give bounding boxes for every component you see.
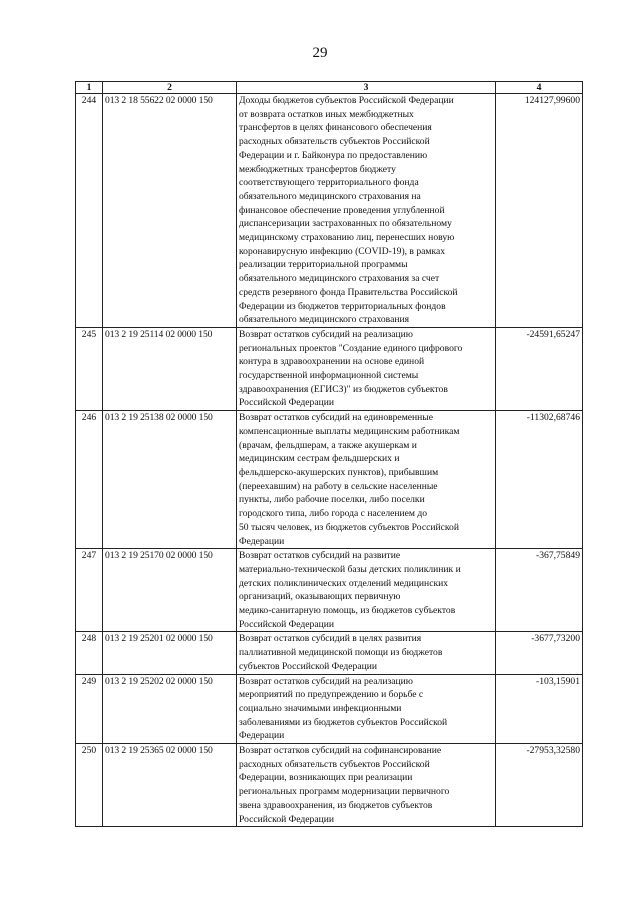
income-description (237, 632, 496, 674)
description-line: коронавирусную инфекцию (COVID-19), в рамках (239, 245, 446, 257)
description-line: Доходы бюджетов субъектов Российской Федерации (239, 95, 454, 106)
description-line: Возврат остатков субсидий в целях развития (239, 633, 422, 645)
description-line: Возврат остатков субсидий на единовременные (239, 412, 433, 424)
income-description (237, 327, 496, 410)
description-line: реализации территориальной программы (239, 259, 408, 271)
income-description (237, 94, 496, 328)
description-line: средств резервного фонда Правительства Российской (239, 286, 458, 298)
description-line: Возврат остатков субсидий на софинансирование (239, 745, 442, 757)
row-number: 248 (76, 632, 103, 674)
amount: -3677,73200 (496, 632, 583, 674)
description-line: материально-технической базы детских поликлиник и (239, 563, 461, 575)
table-row (76, 744, 583, 827)
description-line: от возврата остатков иных межбюджетных (239, 108, 414, 120)
description-line: финансовое обеспечение проведения углубленной (239, 204, 445, 216)
table-row (76, 94, 583, 328)
table-header-row (76, 82, 583, 94)
description-line: детских поликлинических отделений медицинских (239, 577, 449, 589)
row-number: 246 (76, 411, 103, 549)
row-number: 250 (76, 744, 103, 827)
description-line: (врачам, фельдшерам, а также акушеркам и (239, 439, 417, 451)
income-description (237, 549, 496, 632)
budget-classification-code: 013 2 19 25365 02 0000 150 (103, 744, 237, 827)
description-line: Федерации (239, 535, 285, 547)
amount: -27953,32580 (496, 744, 583, 827)
row-number: 249 (76, 674, 103, 744)
table-row (76, 327, 583, 410)
description-line: Возврат остатков субсидий на реализацию (239, 328, 413, 340)
column-header-4: 4 (496, 82, 583, 94)
budget-classification-code: 013 2 19 25201 02 0000 150 (103, 632, 237, 674)
description-line: расходных обязательств субъектов Российской (239, 136, 430, 148)
description-line: региональных проектов "Создание единого цифрового (239, 342, 463, 354)
table-body (76, 94, 583, 827)
description-line: Федерации (239, 730, 285, 742)
description-line: Возврат остатков субсидий на реализацию (239, 675, 413, 687)
description-line: (переехавшим) на работу в сельские населенные (239, 480, 438, 492)
budget-classification-code: 013 2 19 25138 02 0000 150 (103, 411, 237, 549)
description-line: Российской Федерации (239, 397, 334, 409)
description-line: Федерации из бюджетов территориальных фондов (239, 300, 446, 312)
description-line: расходных обязательств субъектов Российской (239, 758, 430, 770)
amount: -11302,68746 (496, 411, 583, 549)
description-line: субъектов Российской Федерации (239, 660, 377, 672)
column-header-2: 2 (103, 82, 237, 94)
column-header-3: 3 (237, 82, 496, 94)
description-line: пункты, либо рабочие поселки, либо поселки (239, 494, 425, 506)
description-line: паллиативной медицинской помощи из бюджетов (239, 647, 443, 659)
income-description (237, 744, 496, 827)
description-line: здравоохранения (ЕГИСЗ)" из бюджетов субъектов (239, 383, 448, 395)
column-header-1: 1 (76, 82, 103, 94)
description-line: Российской Федерации (239, 813, 334, 825)
budget-classification-code: 013 2 19 25202 02 0000 150 (103, 674, 237, 744)
page-number: 29 (312, 45, 328, 61)
description-line: Федерации и г. Байконура по предоставлению (239, 149, 428, 161)
description-line: медицинскому страхованию лиц, перенесших новую (239, 232, 455, 244)
description-line: диспансеризации застрахованных по обязательному (239, 218, 452, 230)
table-row (76, 632, 583, 674)
table-row (76, 674, 583, 744)
budget-classification-code: 013 2 18 55622 02 0000 150 (103, 94, 237, 328)
table-row (76, 549, 583, 632)
description-line: организаций, оказывающих первичную (239, 591, 401, 603)
amount: -24591,65247 (496, 327, 583, 410)
description-line: 50 тысяч человек, из бюджетов субъектов Российской (239, 521, 459, 533)
description-line: обязательного медицинского страхования (239, 314, 410, 326)
description-line: звена здравоохранения, из бюджетов субъектов (239, 799, 433, 811)
description-line: заболеваниями из бюджетов субъектов Российской (239, 716, 448, 728)
budget-classification-code: 013 2 19 25170 02 0000 150 (103, 549, 237, 632)
row-number: 244 (76, 94, 103, 328)
income-description (237, 411, 496, 549)
description-line: межбюджетных трансфертов бюджету (239, 163, 396, 175)
description-line: Возврат остатков субсидий на развитие (239, 550, 401, 562)
description-line: обязательного медицинского страхования на (239, 190, 421, 202)
amount: 124127,99600 (496, 94, 583, 328)
description-line: Российской Федерации (239, 618, 334, 630)
row-number: 247 (76, 549, 103, 632)
description-line: медицинским сестрам фельдшерских и (239, 453, 400, 465)
description-line: компенсационные выплаты медицинским работникам (239, 425, 460, 437)
income-description (237, 674, 496, 744)
description-line: государственной информационной системы (239, 370, 419, 382)
description-line: мероприятий по предупреждению и борьбе с (239, 689, 424, 701)
description-line: контура в здравоохранении на основе единой (239, 356, 425, 368)
table-row (76, 411, 583, 549)
amount: -367,75849 (496, 549, 583, 632)
budget-table (75, 81, 583, 827)
row-number: 245 (76, 327, 103, 410)
description-line: Федерации, возникающих при реализации (239, 772, 413, 784)
description-line: социально значимыми инфекционными (239, 702, 402, 714)
description-line: медико-санитарную помощь, из бюджетов субъектов (239, 605, 456, 617)
description-line: региональных программ модернизации первичного (239, 786, 450, 798)
amount: -103,15901 (496, 674, 583, 744)
budget-classification-code: 013 2 19 25114 02 0000 150 (103, 327, 237, 410)
description-line: трансфертов в целях финансового обеспечения (239, 122, 432, 134)
description-line: обязательного медицинского страхования за счет (239, 273, 440, 285)
description-line: городского типа, либо города с населением до (239, 508, 428, 520)
description-line: фельдшерско-акушерских пунктов), прибывшим (239, 466, 439, 478)
description-line: соответствующего территориального фонда (239, 177, 419, 189)
